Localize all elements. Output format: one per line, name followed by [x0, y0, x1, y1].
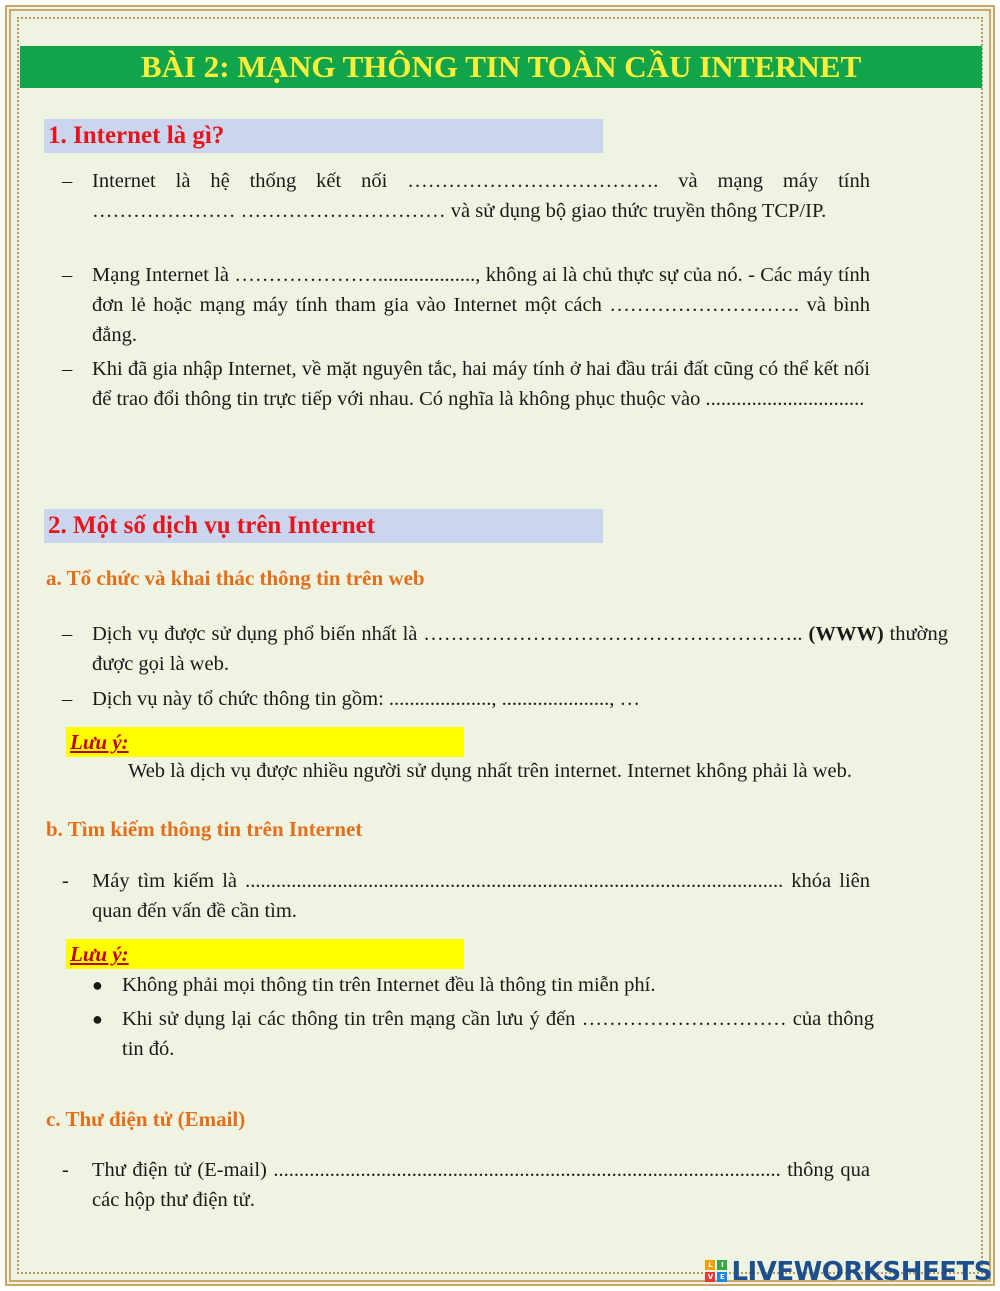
- note-label: Lưu ý:: [70, 730, 129, 754]
- section-2c-item-1: Thư điện tử (E-mail) ................................................................................................... thông qua các hộp thư điện tử.: [92, 1159, 870, 1211]
- section-2a-item-2: Dịch vụ này tổ chức thông tin gồm: ...................., ....................., …: [92, 688, 641, 710]
- bullet-dash: –: [62, 688, 73, 710]
- note-label: Lưu ý:: [70, 942, 129, 966]
- section-1-item-2: Mạng Internet là …………………..................., không ai là chủ thực sự của nó. - Các máy tính đơn lẻ hoặc mạng máy tính tham gia vào Internet một cách ………………………. và bình đẳng.: [92, 264, 870, 346]
- item-text: Dịch vụ được sử dụng phổ biến nhất là ………………………………………………..: [92, 623, 809, 645]
- logo-letter: L: [705, 1260, 715, 1270]
- section-1-item-3: Khi đã gia nhập Internet, về mặt nguyên tắc, hai máy tính ở hai đầu trái đất cũng có thể kết nối để trao đổi thông tin trực tiếp với nhau. Có nghĩa là không phục thuộc vào ...............................: [92, 358, 870, 410]
- logo-letter: E: [717, 1272, 727, 1282]
- section-2-heading: 2. Một số dịch vụ trên Internet: [44, 509, 603, 543]
- section-1-heading: 1. Internet là gì?: [44, 119, 603, 153]
- item-text: thường được gọi là web.: [92, 623, 948, 675]
- section-2c-heading: c. Thư điện tử (Email): [46, 1107, 246, 1131]
- www-label: (WWW): [808, 623, 884, 645]
- section-2b-bullet-1: Không phải mọi thông tin trên Internet đều là thông tin miễn phí.: [122, 974, 656, 996]
- section-2b-bullet-2: Khi sử dụng lại các thông tin trên mạng cần lưu ý đến ………………………… của thông tin đó.: [122, 1008, 874, 1060]
- liveworksheets-logo: [705, 1257, 992, 1287]
- bullet-dot: ●: [92, 975, 103, 995]
- note-box: [66, 939, 464, 969]
- logo-mark-icon: [705, 1260, 729, 1284]
- bullet-hyphen: -: [62, 870, 69, 892]
- bullet-dash: –: [62, 170, 73, 192]
- logo-letter: V: [705, 1272, 715, 1282]
- bullet-dash: –: [62, 623, 73, 645]
- page-title: BÀI 2: MẠNG THÔNG TIN TOÀN CẦU INTERNET: [20, 46, 982, 88]
- note-text: Web là dịch vụ được nhiều người sử dụng nhất trên internet. Internet không phải là web.: [128, 760, 852, 782]
- section-2b-item-1: Máy tìm kiếm là ......................................................................................................... khóa liên quan đến vấn đề cần tìm.: [92, 870, 870, 922]
- bullet-dash: –: [62, 264, 73, 286]
- section-2b-heading: b. Tìm kiếm thông tin trên Internet: [46, 817, 363, 841]
- logo-text: LIVEWORKSHEETS: [731, 1257, 992, 1287]
- section-2a-heading: a. Tổ chức và khai thác thông tin trên web: [46, 566, 425, 590]
- bullet-hyphen: -: [62, 1159, 69, 1181]
- logo-letter: I: [717, 1260, 727, 1270]
- section-2a-item-1: [92, 619, 948, 679]
- section-1-item-1: Internet là hệ thống kết nối ………………………………. và mạng máy tính ………………… ………………………… và sử dụng bộ giao thức truyền thông TCP/IP.: [92, 170, 870, 222]
- note-box: [66, 727, 464, 757]
- bullet-dash: –: [62, 358, 73, 380]
- bullet-dot: ●: [92, 1009, 103, 1029]
